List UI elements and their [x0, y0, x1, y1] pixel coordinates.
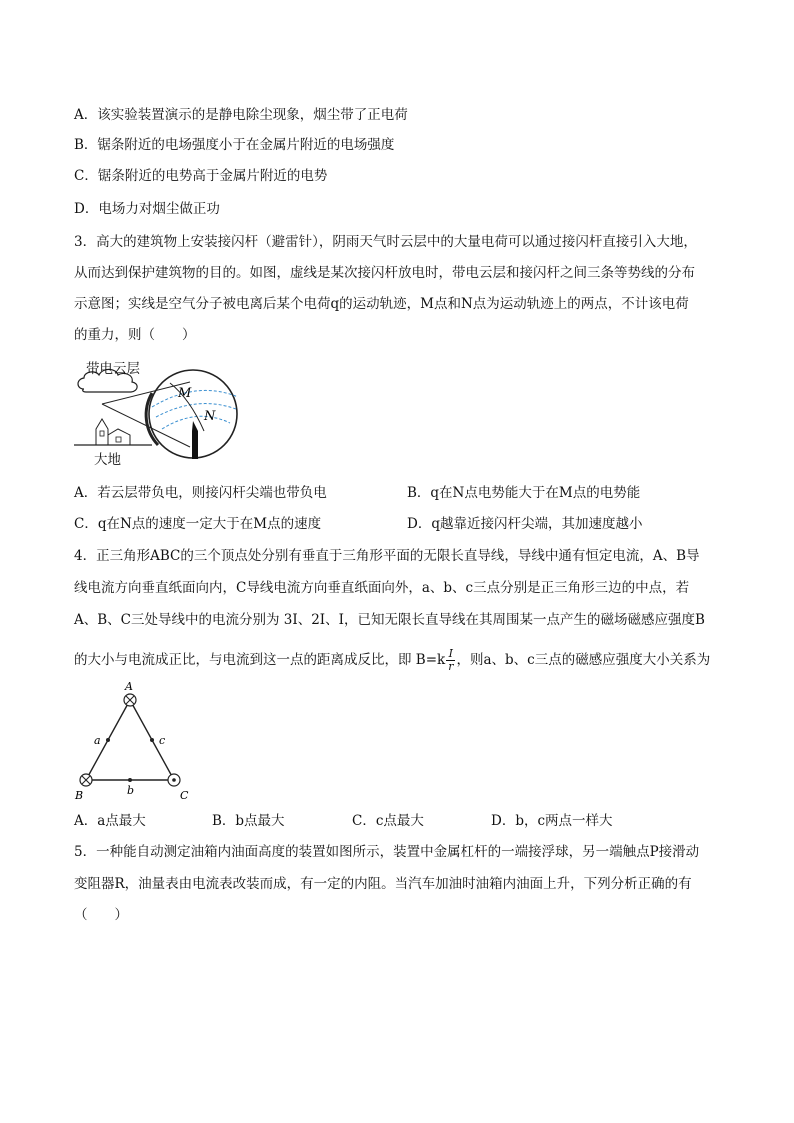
zoom-line-top — [102, 382, 190, 404]
q4-stem-line-4-pre: 的大小与电流成正比，与电流到这一点的距离成反比，即 B=k — [74, 652, 446, 668]
q2-option-a: A．该实验装置演示的是静电除尘现象，烟尘带了正电荷 — [74, 107, 408, 123]
q4-stem-line-4 — [74, 648, 710, 673]
midpoint-a-label: a — [94, 734, 101, 747]
triangle-figure — [70, 680, 200, 805]
point-n-label: N — [204, 409, 216, 424]
formula-numerator: I — [446, 648, 455, 661]
q3-stem-line-2: 从而达到保护建筑物的目的。如图，虚线是某次接闪杆放电时，带电云层和接闪杆之间三条等势线的分布 — [74, 265, 695, 281]
q5-stem-line-2: 变阻器R，油量表由电流表改装而成，有一定的内阻。当汽车加油时油箱内油面上升，下列分析正确的有 — [74, 876, 692, 892]
vertex-c-label: C — [180, 789, 189, 802]
house-window — [116, 437, 121, 442]
q2-option-b: B．锯条附近的电场强度小于在金属片附近的电场强度 — [74, 137, 395, 153]
midpoint-b-dot — [128, 778, 132, 782]
q3-stem-line-3: 示意图；实线是空气分子被电离后某个电荷q的运动轨迹，M点和N点为运动轨迹上的两点，不计该电荷 — [74, 296, 689, 312]
church-window — [100, 431, 104, 436]
q4-stem-line-1: 4．正三角形ABC的三个顶点处分别有垂直于三角形平面的无限长直导线，导线中通有恒定电流，A、B导 — [74, 548, 700, 564]
vertex-a-label: A — [125, 680, 133, 693]
q5-stem-line-1: 5．一种能自动测定油箱内油面高度的装置如图所示，装置中金属杠杆的一端接浮球，另一端触点P接滑动 — [74, 844, 700, 860]
q3-option-c: C．q在N点的速度一定大于在M点的速度 — [74, 516, 322, 532]
lightning-rod-figure — [72, 355, 252, 470]
q4-stem-line-2: 线电流方向垂直纸面向内，C导线电流方向垂直纸面向外，a、b、c三点分别是正三角形三边的中点，若 — [74, 580, 690, 596]
midpoint-a-dot — [106, 738, 110, 742]
lightning-rod — [192, 421, 198, 459]
triangle-diagram — [70, 680, 200, 805]
midpoint-b-label: b — [127, 784, 135, 797]
q3-option-d: D．q越靠近接闪杆尖端，其加速度越小 — [407, 516, 643, 532]
q3-stem-line-4: 的重力，则（ ） — [74, 327, 196, 343]
q3-option-a: A．若云层带负电，则接闪杆尖端也带负电 — [74, 485, 327, 501]
point-m-label: M — [178, 386, 192, 401]
q3-option-b: B．q在N点电势能大于在M点的电势能 — [407, 485, 641, 501]
q4-option-b: B．b点最大 — [212, 813, 285, 829]
q4-stem-line-4-post: ，则a、b、c三点的磁感应强度大小关系为 — [456, 652, 711, 668]
q4-option-d: D．b，c两点一样大 — [491, 813, 613, 829]
formula-fraction — [446, 648, 455, 673]
q3-stem-line-1: 3．高大的建筑物上安装接闪杆（避雷针），阴雨天气时云层中的大量电荷可以通过接闪杆直接引入大地， — [74, 234, 697, 250]
midpoint-c-dot — [150, 738, 154, 742]
q2-option-c: C．锯条附近的电势高于金属片附近的电势 — [74, 168, 328, 184]
q2-option-d: D．电场力对烟尘做正功 — [74, 201, 220, 217]
q4-option-c: C．c点最大 — [352, 813, 424, 829]
q4-option-a: A．a点最大 — [74, 813, 146, 829]
q5-stem-line-3: （ ） — [74, 907, 128, 923]
q4-stem-line-3: A、B、C三处导线中的电流分别为 3I、2I、I，已知无限长直导线在其周围某一点产生的磁场磁感应强度B — [74, 612, 705, 628]
midpoint-c-label: c — [159, 734, 166, 747]
cloud-label: 带电云层 — [86, 361, 140, 377]
formula-denominator: r — [448, 660, 454, 673]
church-building — [96, 419, 108, 445]
vertex-b-label: B — [75, 789, 84, 802]
ground-label: 大地 — [94, 452, 121, 468]
